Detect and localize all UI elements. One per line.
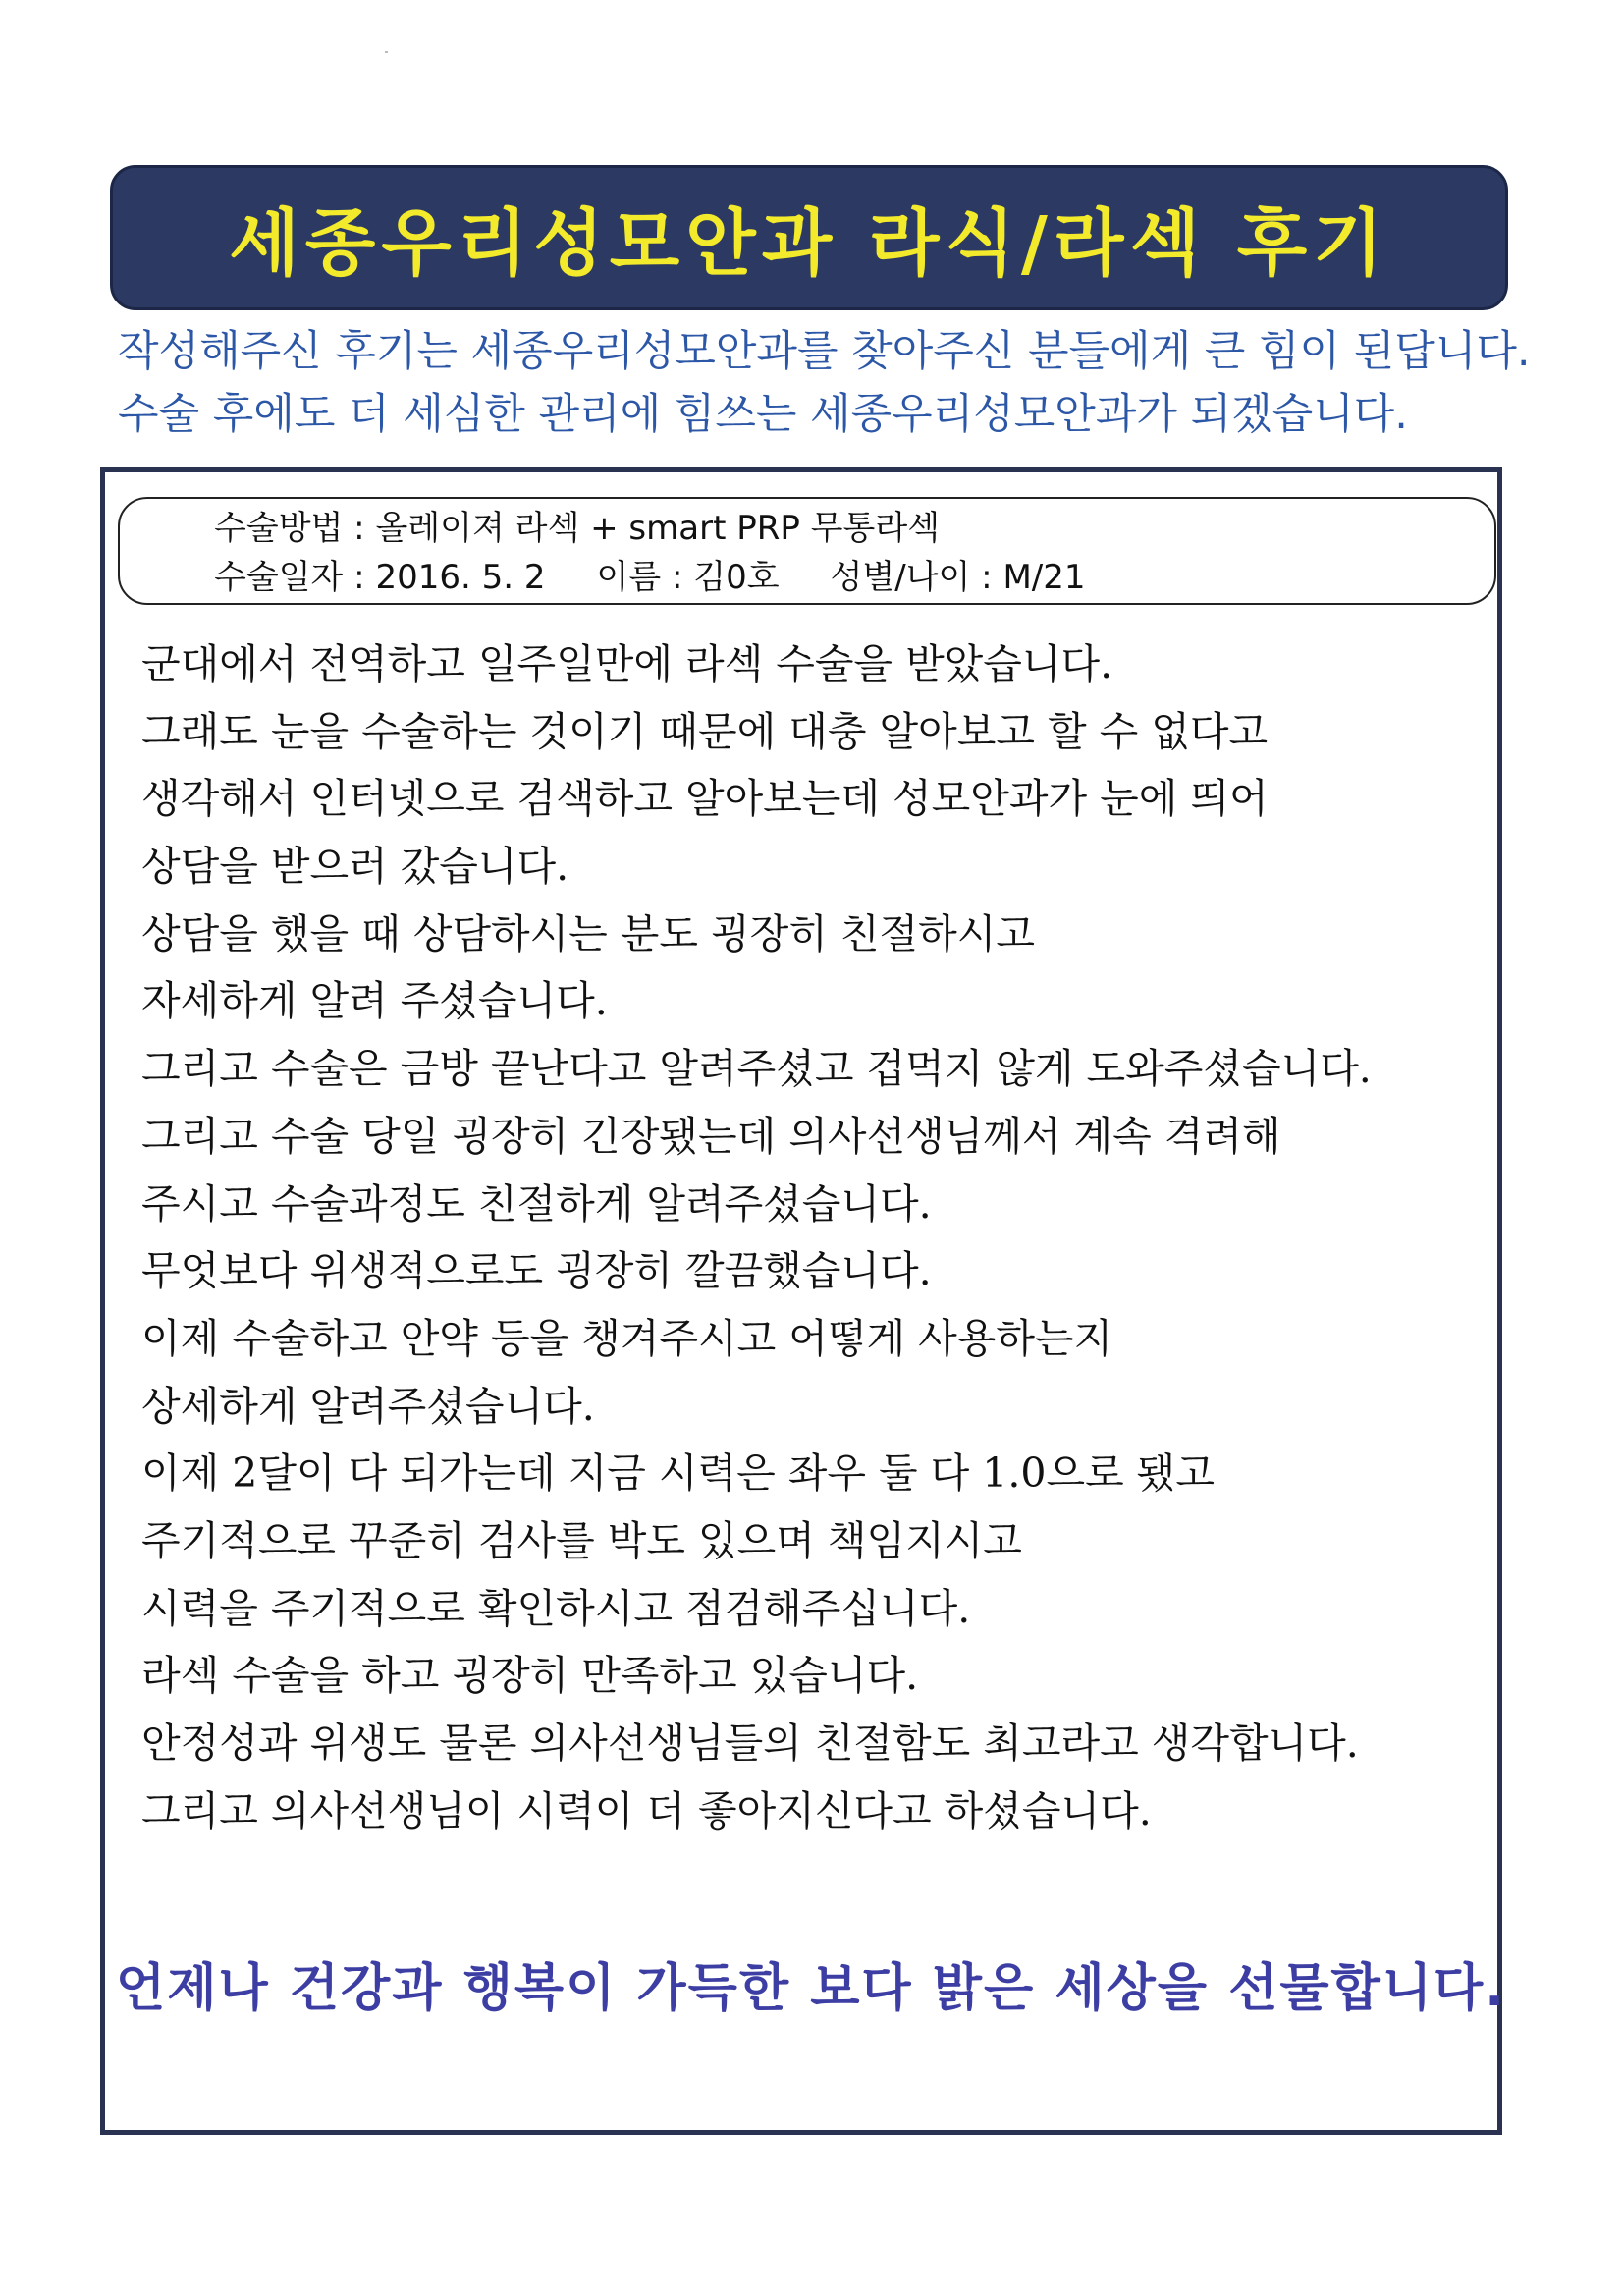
review-line: 생각해서 인터넷으로 검색하고 알아보는데 성모안과가 눈에 띄어 — [141, 775, 1269, 823]
title-banner — [110, 165, 1508, 310]
surgery-method: 수술방법 : 올레이져 라섹 + smart PRP 무통라섹 — [214, 509, 941, 548]
review-body — [141, 630, 1496, 1844]
review-line: 주시고 수술과정도 친절하게 알려주셨습니다. — [141, 1179, 932, 1228]
page-title: 세종우리성모안과 라식/라섹 후기 — [229, 201, 1389, 286]
scan-speck — [385, 51, 388, 53]
review-line: 안정성과 위생도 물론 의사선생님들의 친절함도 최고라고 생각합니다. — [141, 1720, 1359, 1767]
patient-name: 이름 : 김0호 — [596, 558, 780, 597]
review-line: 그래도 눈을 수술하는 것이기 때문에 대충 알아보고 할 수 없다고 — [141, 707, 1269, 755]
review-line: 상담을 받으러 갔습니다. — [141, 843, 569, 891]
review-line: 무엇보다 위생적으로도 굉장히 깔끔했습니다. — [141, 1247, 932, 1295]
review-line: 그리고 수술은 금방 끝난다고 알려주셨고 겁먹지 않게 도와주셨습니다. — [141, 1045, 1372, 1093]
surgery-info-box — [118, 497, 1496, 605]
review-line: 주기적으로 꾸준히 검사를 박도 있으며 책임지시고 — [141, 1516, 1022, 1564]
review-line: 그리고 의사선생님이 시력이 더 좋아지신다고 하셨습니다. — [141, 1786, 1152, 1834]
review-line: 시력을 주기적으로 확인하시고 점검해주십니다. — [141, 1584, 971, 1632]
intro-text — [118, 320, 1532, 446]
surgery-details-row — [214, 550, 1086, 598]
review-line: 상세하게 알려주셨습니다. — [141, 1382, 595, 1430]
review-line: 라섹 수술을 하고 굉장히 만족하고 있습니다. — [141, 1652, 919, 1700]
review-line: 자세하게 알려 주셨습니다. — [141, 977, 608, 1025]
review-line: 군대에서 전역하고 일주일만에 라섹 수술을 받았습니다. — [141, 640, 1113, 687]
surgery-date: 수술일자 : 2016. 5. 2 — [214, 558, 546, 597]
closing-slogan: 언제나 건강과 행복이 가득한 보다 밝은 세상을 선물합니다. — [116, 1959, 1507, 2018]
review-line: 이제 수술하고 안약 등을 챙겨주시고 어떻게 사용하는지 — [141, 1314, 1113, 1362]
intro-line: 수술 후에도 더 세심한 관리에 힘쓰는 세종우리성모안과가 되겠습니다. — [118, 390, 1408, 439]
review-line: 그리고 수술 당일 굉장히 긴장됐는데 의사선생님께서 계속 격려해 — [141, 1112, 1281, 1160]
review-line: 상담을 했을 때 상담하시는 분도 굉장히 친절하시고 — [141, 909, 1035, 957]
patient-gender-age: 성별/나이 : M/21 — [830, 558, 1086, 597]
review-line: 이제 2달이 다 되가는데 지금 시력은 좌우 둘 다 1.0으로 됐고 — [141, 1449, 1215, 1498]
intro-line: 작성해주신 후기는 세종우리성모안과를 찾아주신 분들에게 큰 힘이 된답니다. — [118, 327, 1531, 376]
